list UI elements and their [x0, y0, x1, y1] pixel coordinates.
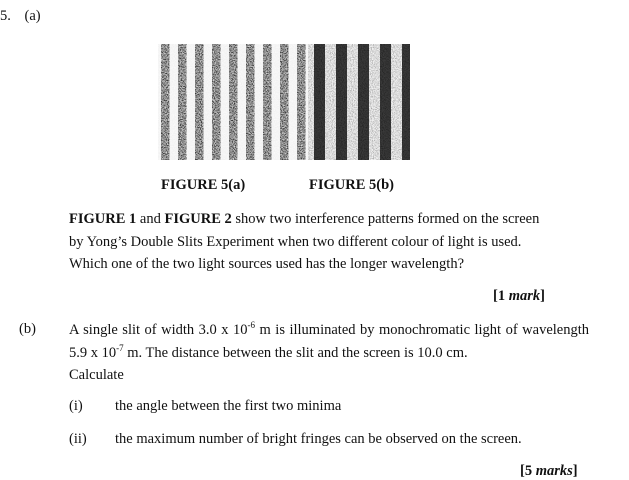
- exponent-1: -6: [247, 320, 256, 330]
- marks-open: [1: [493, 288, 509, 304]
- dark-fringe: [178, 44, 187, 160]
- interference-figures: [158, 44, 410, 160]
- and-word: and: [136, 211, 165, 227]
- part-a-marks: [493, 288, 545, 305]
- figure-2-ref: FIGURE 2: [164, 211, 232, 227]
- dark-fringe: [229, 44, 238, 160]
- figure-5a-caption: FIGURE 5(a): [161, 177, 246, 193]
- dark-fringe: [297, 44, 306, 160]
- dark-fringe: [263, 44, 272, 160]
- marks-word-b: marks: [535, 463, 573, 479]
- part-b-marks: [520, 463, 578, 480]
- dark-fringe: [314, 44, 325, 160]
- calculate-word: Calculate: [69, 367, 124, 384]
- part-b-text-1: A single slit of width 3.0 x 10: [69, 322, 248, 338]
- interference-patterns-image: [158, 44, 410, 160]
- sub-ii-text: the maximum number of bright fringes can be observed on the screen.: [115, 431, 522, 447]
- question-number-label: 5.: [0, 8, 11, 24]
- figure-5a-pattern: [158, 44, 308, 160]
- part-a-line2: by Yong’s Double Slits Experiment when two different colour of light is used.: [69, 233, 522, 250]
- part-a-label: (a): [24, 8, 41, 24]
- dark-fringe: [195, 44, 204, 160]
- dark-fringe: [212, 44, 221, 160]
- figure-5b-pattern: [308, 44, 410, 160]
- dark-fringe: [161, 44, 170, 160]
- marks-close-b: ]: [572, 463, 578, 479]
- figure-1-ref: FIGURE 1: [69, 211, 137, 227]
- dark-fringe: [280, 44, 289, 160]
- part-b-question: [69, 319, 589, 387]
- part-b-text-2: m is illuminated by monochromatic light of wavelength 5.9 x 10: [69, 322, 589, 361]
- dark-fringe: [336, 44, 347, 160]
- part-b-text-3: m. The distance between the slit and the screen is 10.0 cm.: [123, 344, 468, 361]
- sub-i-label: (i): [69, 398, 83, 414]
- figure-5b-caption: FIGURE 5(b): [309, 177, 394, 193]
- sub-ii-label: (ii): [69, 431, 87, 447]
- exponent-2: -7: [116, 342, 124, 353]
- part-b-label: (b): [19, 321, 36, 337]
- dark-fringe: [246, 44, 255, 160]
- sub-i-text: the angle between the first two minima: [115, 398, 342, 414]
- marks-open-b: [5: [520, 463, 536, 479]
- part-a-line3: Which one of the two light sources used has the longer wavelength?: [69, 256, 465, 273]
- question-number: [0, 8, 41, 25]
- part-a-line1: show two interference patterns formed on the screen: [231, 211, 540, 227]
- marks-word: mark: [508, 288, 541, 304]
- dark-fringe: [358, 44, 369, 160]
- dark-fringe: [402, 44, 410, 160]
- part-a-question: [69, 208, 589, 276]
- marks-close: ]: [540, 288, 545, 304]
- dark-fringe: [380, 44, 391, 160]
